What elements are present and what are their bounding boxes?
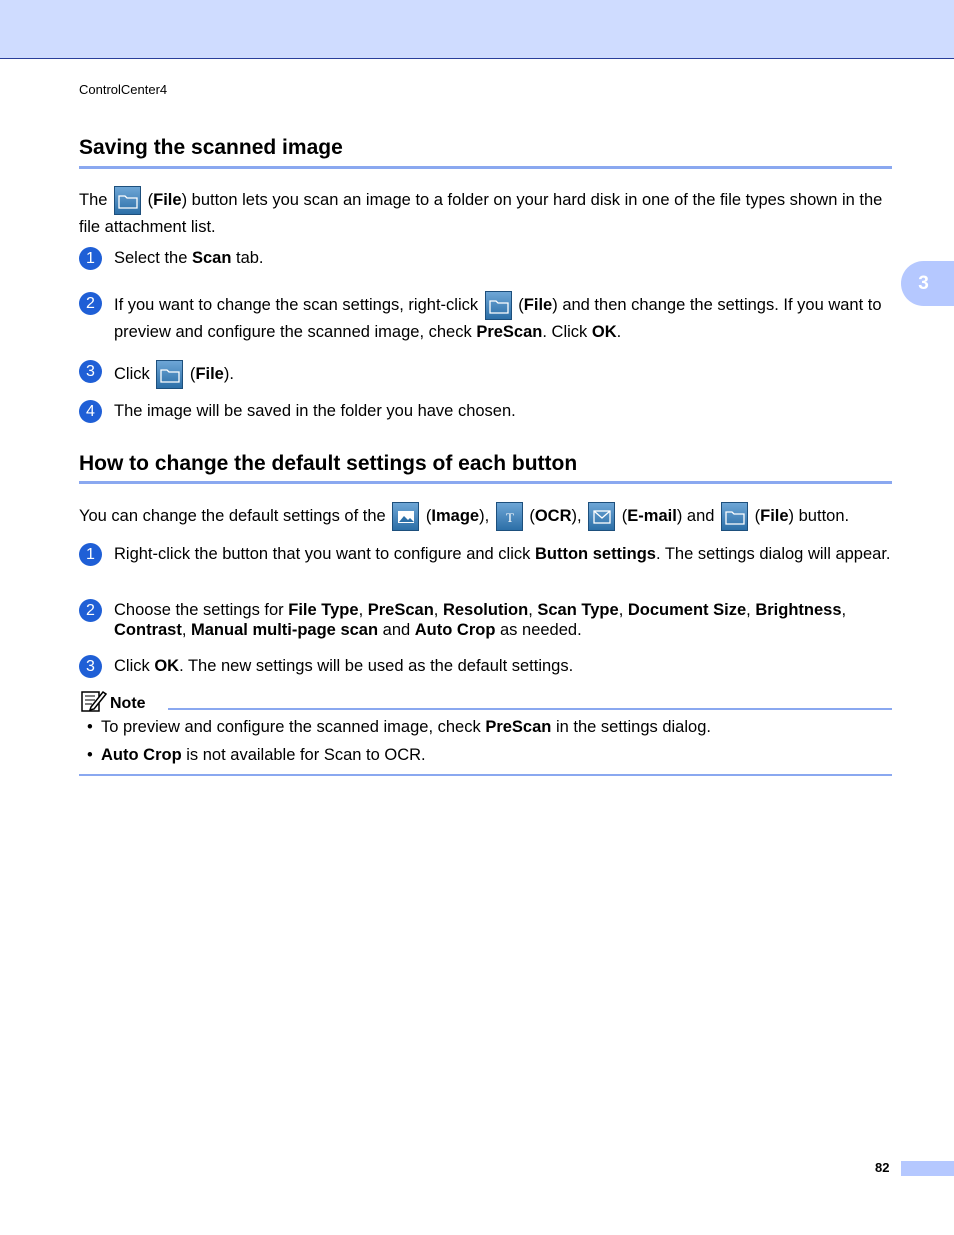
bullet-bold: PreScan xyxy=(485,718,552,736)
setting-name: File Type xyxy=(288,601,359,619)
setting-name: Contrast xyxy=(114,621,182,639)
setting-name: PreScan xyxy=(367,601,434,619)
step-text: . xyxy=(616,323,622,341)
step-text: Right-click the button that you want to configure and click xyxy=(114,545,535,563)
note-rule xyxy=(168,708,892,710)
page-number-block xyxy=(901,1161,954,1176)
step-number: 2 xyxy=(79,292,102,315)
image-label: Image xyxy=(431,506,480,525)
ocr-label: OCR xyxy=(534,506,572,525)
file-label: File xyxy=(760,506,789,525)
step-number: 1 xyxy=(79,247,102,270)
step-number: 3 xyxy=(79,655,102,678)
step-number: 2 xyxy=(79,599,102,622)
setting-name: Brightness xyxy=(755,601,842,619)
section2-intro: You can change the default settings of the (Image), T (OCR), (E-mail) and (File) button. xyxy=(79,502,891,531)
intro-text-post: ) button lets you scan an image to a folder on your hard disk in one of the file types shown in the file attachment list. xyxy=(79,190,883,236)
intro-text: ) button. xyxy=(788,506,850,525)
file-label: File xyxy=(153,190,182,209)
step-text: The image will be saved in the folder you have chosen. xyxy=(114,402,516,420)
bullet-text: in the settings dialog. xyxy=(551,718,711,736)
folder-icon xyxy=(721,502,748,531)
step-text: ). xyxy=(223,364,234,383)
bullet-text: To preview and configure the scanned image, check xyxy=(101,718,486,736)
svg-text:T: T xyxy=(505,510,514,525)
header-band xyxy=(0,0,954,59)
step-text: tab. xyxy=(231,249,264,267)
section-title-default-settings: How to change the default settings of each button xyxy=(79,452,578,475)
step-text: Click xyxy=(114,657,155,675)
email-icon xyxy=(588,502,615,531)
running-head: ControlCenter4 xyxy=(79,82,168,97)
intro-text: You can change the default settings of the xyxy=(79,506,391,525)
folder-icon xyxy=(156,360,183,389)
section-title-saving: Saving the scanned image xyxy=(79,136,343,159)
chapter-tab: 3 xyxy=(901,261,954,306)
note-pencil-icon xyxy=(81,689,107,713)
step-bold: Button settings xyxy=(534,545,656,563)
step-text: Choose the settings for xyxy=(114,601,289,619)
setting-name: Manual multi-page scan xyxy=(191,621,379,639)
bullet-text: is not available for Scan to OCR. xyxy=(181,746,426,764)
section-rule xyxy=(79,481,892,484)
step-bold: OK xyxy=(154,657,180,675)
folder-icon xyxy=(485,291,512,320)
section1-intro: The (File) button lets you scan an image to a folder on your hard disk in one of the file types shown in the file attachment list. xyxy=(79,186,891,239)
intro-text: The xyxy=(79,190,108,209)
step-text: ) and then change the settings. If you want to preview and configure the scanned image, check xyxy=(114,295,882,341)
step-number: 1 xyxy=(79,543,102,566)
step-bold: Scan xyxy=(191,249,232,267)
ocr-icon xyxy=(496,502,523,531)
step-text: and xyxy=(378,621,415,639)
image-icon xyxy=(392,502,419,531)
setting-name: Scan Type xyxy=(537,601,619,619)
setting-name: Auto Crop xyxy=(414,621,496,639)
step-number: 3 xyxy=(79,360,102,383)
step-text: Click xyxy=(114,364,155,383)
folder-icon xyxy=(114,186,141,215)
section-rule xyxy=(79,166,892,169)
step-text: . The settings dialog will appear. xyxy=(655,545,891,563)
step-text: Select the xyxy=(114,249,192,267)
page-number: 82 xyxy=(875,1160,890,1175)
bullet-bold: Auto Crop xyxy=(101,746,182,764)
step-bold: PreScan xyxy=(476,323,543,341)
email-label: E-mail xyxy=(627,506,677,525)
step-text: . Click xyxy=(542,323,592,341)
note-end-rule xyxy=(79,774,892,776)
step-text: as needed. xyxy=(495,621,582,639)
setting-name: Resolution xyxy=(442,601,529,619)
step-bold: File xyxy=(195,364,224,383)
step-bold: OK xyxy=(591,323,617,341)
step-bold: File xyxy=(523,295,553,314)
note-label: Note xyxy=(110,695,146,712)
step-number: 4 xyxy=(79,400,102,423)
setting-name: Document Size xyxy=(627,601,747,619)
intro-text: ) and xyxy=(676,506,720,525)
step-text: If you want to change the scan settings, right-click xyxy=(114,295,483,314)
step-text: . The new settings will be used as the default settings. xyxy=(179,657,574,675)
